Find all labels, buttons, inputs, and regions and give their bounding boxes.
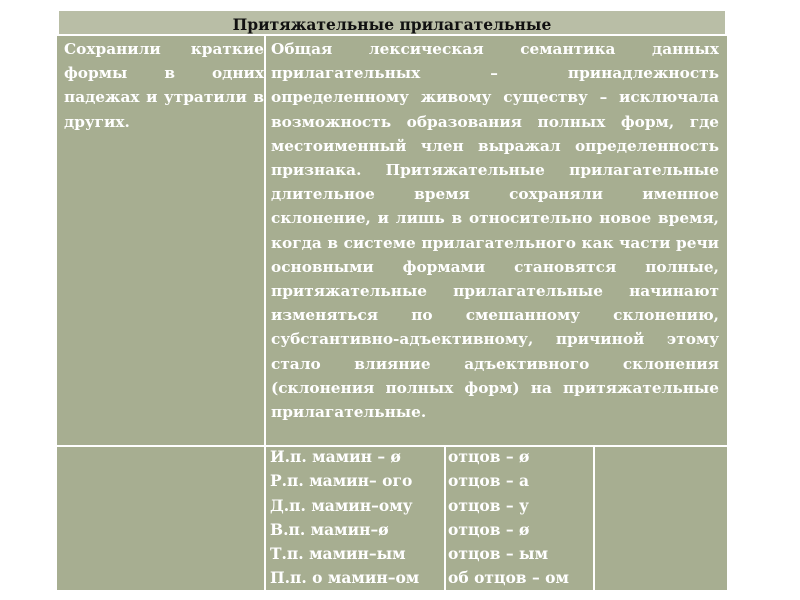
right-cell-text: Общая лексическая семантика данных прилагательных – принадлежность определенному живому существу – исключала возможность образования полных форм, где местоименный член выражал определенность признака. Притяжательные прилагательные длительное время сохраняли именное склонение, и лишь в относительно новое время, когда в системе прилагательного как части речи основными формами становятся полные, притяжательные прилагательные начинают изменяться по смешанному склонению, субстантивно-адъективному, причиной этому стало влияние адъективного склонения (склонения полных форм) на притяжательные прилагательные. <box>271 40 719 422</box>
declension-row: И.п. мамин – ø <box>270 447 401 466</box>
empty-cell <box>595 447 727 590</box>
declension-row: П.п. о мамин–ом <box>270 568 420 588</box>
declension-row: отцов – а <box>448 471 530 491</box>
declension-row: об отцов – ом <box>448 568 569 588</box>
declension-row: отцов – ø <box>448 519 530 539</box>
declension-row: отцов – у <box>448 495 529 515</box>
declension-row: отцов – ым <box>448 544 549 564</box>
declension-mamin-column <box>270 445 448 591</box>
possessive-adjectives-table <box>57 9 727 590</box>
declension-row: Р.п. мамин– ого <box>270 471 413 491</box>
left-cell-text: Сохранили краткие формы в одних падежах и утратили в других. <box>64 40 264 131</box>
declension-row: отцов – ø <box>448 447 530 466</box>
declension-row: В.п. мамин–ø <box>270 519 389 539</box>
declension-row: Д.п. мамин–ому <box>270 495 413 515</box>
declension-otcov-column <box>448 445 596 591</box>
column-divider-left <box>264 36 266 590</box>
declension-row: Т.п. мамин–ым <box>270 544 406 564</box>
table-header-title: Притяжательные прилагательные <box>57 9 727 36</box>
